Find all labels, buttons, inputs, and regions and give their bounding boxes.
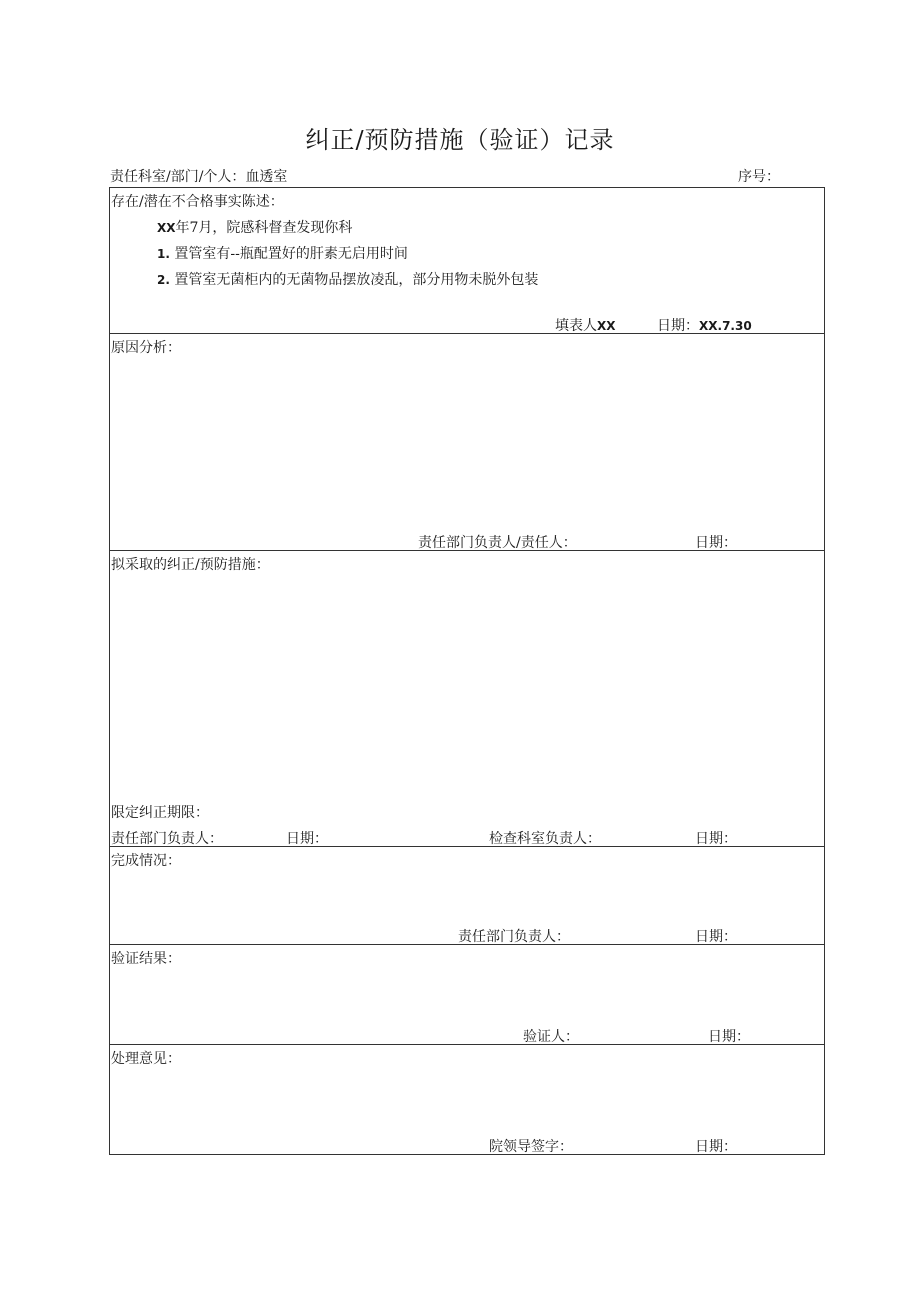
completion-label: 完成情况： [111, 853, 181, 869]
filler-label: 填表人 [555, 318, 597, 334]
nonconformity-item-2 [157, 269, 538, 289]
fill-date-field [657, 315, 752, 335]
item-text: 置管室无菌柜内的无菌物品摆放凌乱，部分用物未脱外包装 [174, 272, 539, 288]
date-label: 日期： [695, 929, 737, 945]
serial-number-label: 序号： [738, 169, 780, 185]
nonconformity-item-1 [157, 243, 408, 263]
leader-signature-label: 院领导签字： [489, 1139, 573, 1155]
responsible-head-label: 责任部门负责人： [111, 831, 223, 847]
date-label: 日期： [657, 318, 699, 334]
year-prefix: XX [157, 221, 176, 235]
verifier-label: 验证人： [523, 1029, 579, 1045]
filler-value: XX [597, 319, 616, 333]
department-value: 血透室 [245, 169, 288, 185]
measures-label: 拟采取的纠正/预防措施： [111, 557, 270, 573]
fill-date-value: XX.7.30 [699, 319, 752, 333]
nonconformity-line [157, 217, 352, 237]
department-label: 责任科室/部门/个人： [110, 169, 246, 185]
date-label: 日期： [695, 831, 737, 847]
responsible-head-label: 责任部门负责人： [458, 929, 570, 945]
date-label: 日期： [708, 1029, 750, 1045]
page-title: 纠正/预防措施（验证）记录 [305, 126, 615, 154]
department-field [110, 166, 287, 186]
opinion-label: 处理意见： [111, 1051, 181, 1067]
item-number: 2. [157, 273, 170, 287]
date-label: 日期： [695, 1139, 737, 1155]
item-number: 1. [157, 247, 170, 261]
item-text: 置管室有--瓶配置好的肝素无启用时间 [174, 246, 408, 262]
nonconformity-intro: 年7月，院感科督查发现你科 [175, 220, 353, 236]
responsible-signature-label: 责任部门负责人/责任人： [418, 535, 577, 551]
inspection-head-label: 检查科室负责人： [489, 831, 601, 847]
date-label: 日期： [286, 831, 328, 847]
verification-label: 验证结果： [111, 951, 181, 967]
cause-analysis-label: 原因分析： [111, 340, 181, 356]
date-label: 日期： [695, 535, 737, 551]
nonconformity-label: 存在/潜在不合格事实陈述： [111, 194, 284, 210]
filler-field [555, 315, 616, 335]
deadline-label: 限定纠正期限： [111, 805, 209, 821]
